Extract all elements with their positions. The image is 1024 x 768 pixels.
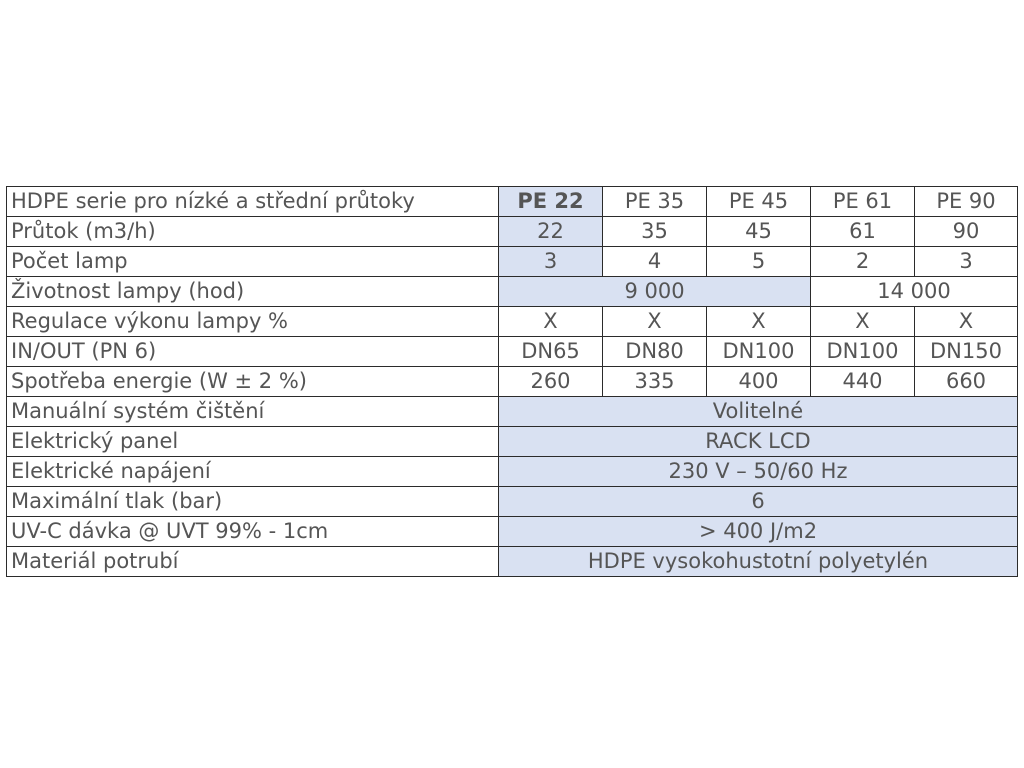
table-row <box>7 487 1018 517</box>
table-cell: 45 <box>707 217 811 247</box>
table-row <box>7 367 1018 397</box>
table-cell: 260 <box>499 367 603 397</box>
table-cell: X <box>811 307 915 337</box>
table-cell: 22 <box>499 217 603 247</box>
table-row <box>7 517 1018 547</box>
row-label: Materiál potrubí <box>7 547 499 577</box>
table-cell: 660 <box>915 367 1018 397</box>
table-row <box>7 337 1018 367</box>
table-cell-merged: 14 000 <box>811 277 1018 307</box>
table-row <box>7 547 1018 577</box>
table-cell: X <box>603 307 707 337</box>
table-row <box>7 217 1018 247</box>
table-cell: DN150 <box>915 337 1018 367</box>
row-label: UV-C dávka @ UVT 99% - 1cm <box>7 517 499 547</box>
table-cell: X <box>499 307 603 337</box>
row-label: IN/OUT (PN 6) <box>7 337 499 367</box>
table-cell: 2 <box>811 247 915 277</box>
table-cell: X <box>707 307 811 337</box>
table-cell: X <box>915 307 1018 337</box>
row-label: Maximální tlak (bar) <box>7 487 499 517</box>
table-cell: DN80 <box>603 337 707 367</box>
table-row <box>7 247 1018 277</box>
model-header-pe22: PE 22 <box>499 187 603 217</box>
table-cell-merged: HDPE vysokohustotní polyetylén <box>499 547 1018 577</box>
table-cell-merged: RACK LCD <box>499 427 1018 457</box>
table-cell-merged: 9 000 <box>499 277 811 307</box>
table-cell: 3 <box>499 247 603 277</box>
table-cell-merged: 6 <box>499 487 1018 517</box>
row-label: Životnost lampy (hod) <box>7 277 499 307</box>
table-header-label: HDPE serie pro nízké a střední průtoky <box>7 187 499 217</box>
table-cell: 400 <box>707 367 811 397</box>
table-row <box>7 457 1018 487</box>
row-label: Spotřeba energie (W ± 2 %) <box>7 367 499 397</box>
model-header-pe90: PE 90 <box>915 187 1018 217</box>
row-label: Počet lamp <box>7 247 499 277</box>
table-cell-merged: Volitelné <box>499 397 1018 427</box>
table-row <box>7 397 1018 427</box>
row-label: Elektrický panel <box>7 427 499 457</box>
model-header-pe35: PE 35 <box>603 187 707 217</box>
table-cell-merged: 230 V – 50/60 Hz <box>499 457 1018 487</box>
table-cell: 440 <box>811 367 915 397</box>
table-row <box>7 427 1018 457</box>
row-label: Průtok (m3/h) <box>7 217 499 247</box>
table-cell-merged: > 400 J/m2 <box>499 517 1018 547</box>
table-cell: 5 <box>707 247 811 277</box>
table-cell: 3 <box>915 247 1018 277</box>
table-cell: DN100 <box>811 337 915 367</box>
model-header-pe61: PE 61 <box>811 187 915 217</box>
specification-table <box>6 186 1018 577</box>
table-row <box>7 307 1018 337</box>
table-cell: 35 <box>603 217 707 247</box>
table-cell: 61 <box>811 217 915 247</box>
row-label: Elektrické napájení <box>7 457 499 487</box>
row-label: Regulace výkonu lampy % <box>7 307 499 337</box>
table-row <box>7 277 1018 307</box>
table-cell: DN100 <box>707 337 811 367</box>
table-header-row <box>7 187 1018 217</box>
model-header-pe45: PE 45 <box>707 187 811 217</box>
table-cell: DN65 <box>499 337 603 367</box>
table-cell: 90 <box>915 217 1018 247</box>
table-cell: 4 <box>603 247 707 277</box>
table-cell: 335 <box>603 367 707 397</box>
row-label: Manuální systém čištění <box>7 397 499 427</box>
